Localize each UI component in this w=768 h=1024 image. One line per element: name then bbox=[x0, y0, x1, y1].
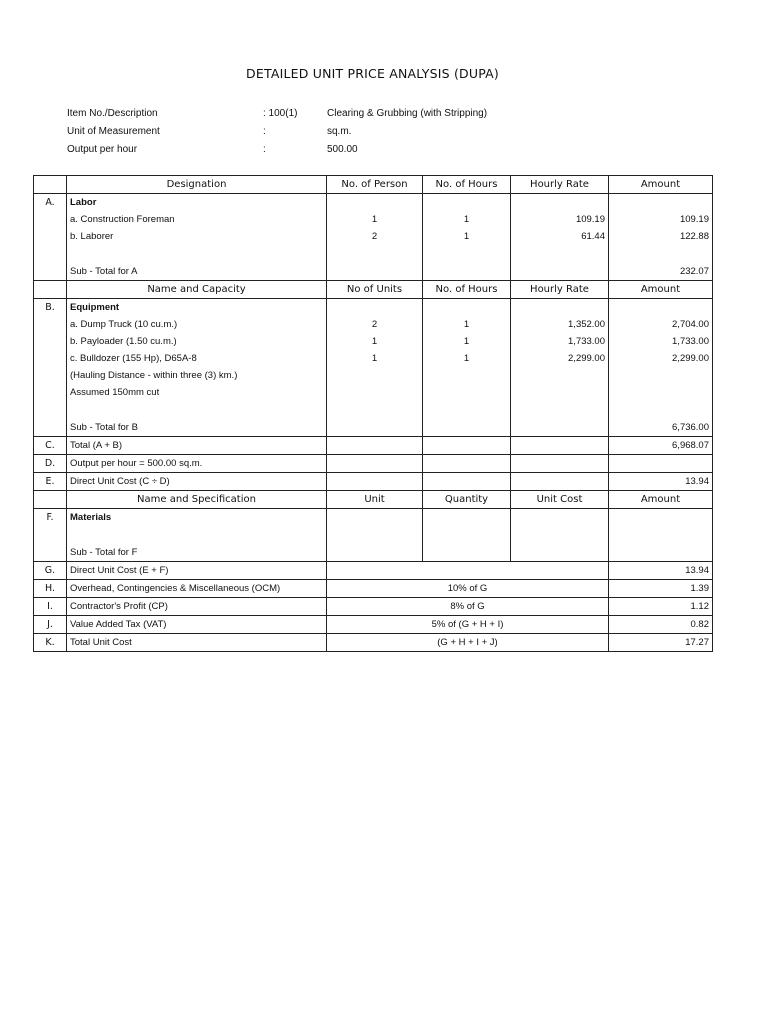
summary-row bbox=[34, 562, 713, 580]
header-amount: Amount bbox=[609, 176, 713, 194]
labor-hours: 1 bbox=[423, 211, 511, 228]
subtotal-label: Sub - Total for A bbox=[67, 263, 327, 281]
direct-cost-e-row bbox=[34, 473, 713, 491]
summary-basis: 5% of (G + H + I) bbox=[327, 616, 609, 634]
equipment-header-row bbox=[34, 281, 713, 299]
item-label: Item No./Description bbox=[67, 108, 158, 119]
labor-rate: 109.19 bbox=[511, 211, 609, 228]
equipment-name: c. Bulldozer (155 Hp), D65A-8 bbox=[67, 350, 327, 367]
header-no-of-hours: No. of Hours bbox=[423, 281, 511, 299]
summary-row bbox=[34, 616, 713, 634]
equipment-qty: 1 bbox=[327, 333, 423, 350]
summary-row bbox=[34, 634, 713, 652]
labor-name: b. Laborer bbox=[67, 228, 327, 245]
summary-row bbox=[34, 598, 713, 616]
section-title: Equipment bbox=[67, 299, 327, 317]
output-separator: : bbox=[263, 144, 266, 155]
labor-rate: 61.44 bbox=[511, 228, 609, 245]
header-hourly-rate: Hourly Rate bbox=[511, 281, 609, 299]
equipment-amount: 1,733.00 bbox=[609, 333, 713, 350]
header-designation: Designation bbox=[67, 176, 327, 194]
row-letter: H. bbox=[34, 580, 67, 598]
output-d-label: Output per hour = 500.00 sq.m. bbox=[67, 455, 327, 473]
total-c-row bbox=[34, 437, 713, 455]
header-no-of-hours: No. of Hours bbox=[423, 176, 511, 194]
total-c-amount: 6,968.07 bbox=[609, 437, 713, 455]
equipment-qty: 2 bbox=[327, 316, 423, 333]
direct-cost-e-label: Direct Unit Cost (C ÷ D) bbox=[67, 473, 327, 491]
header-amount: Amount bbox=[609, 281, 713, 299]
row-letter: D. bbox=[34, 455, 67, 473]
unit-label: Unit of Measurement bbox=[67, 126, 160, 137]
equipment-hours: 1 bbox=[423, 316, 511, 333]
table-row bbox=[34, 316, 713, 333]
table-row bbox=[34, 333, 713, 350]
labor-subtotal-row bbox=[34, 263, 713, 281]
header-hourly-rate: Hourly Rate bbox=[511, 176, 609, 194]
output-d-row bbox=[34, 455, 713, 473]
summary-label: Direct Unit Cost (E + F) bbox=[67, 562, 327, 580]
equipment-name: b. Payloader (1.50 cu.m.) bbox=[67, 333, 327, 350]
equipment-note-row bbox=[34, 384, 713, 401]
labor-title-row bbox=[34, 194, 713, 212]
equipment-hours: 1 bbox=[423, 333, 511, 350]
equipment-name: a. Dump Truck (10 cu.m.) bbox=[67, 316, 327, 333]
section-letter: B. bbox=[34, 299, 67, 317]
equipment-rate: 1,352.00 bbox=[511, 316, 609, 333]
summary-row bbox=[34, 580, 713, 598]
summary-basis: 10% of G bbox=[327, 580, 609, 598]
subtotal-amount: 232.07 bbox=[609, 263, 713, 281]
summary-label: Total Unit Cost bbox=[67, 634, 327, 652]
summary-amount: 0.82 bbox=[609, 616, 713, 634]
item-description: Clearing & Grubbing (with Stripping) bbox=[327, 108, 488, 119]
header-unit-cost: Unit Cost bbox=[511, 491, 609, 509]
summary-amount: 17.27 bbox=[609, 634, 713, 652]
header-quantity: Quantity bbox=[423, 491, 511, 509]
unit-row bbox=[67, 123, 567, 141]
equipment-amount: 2,704.00 bbox=[609, 316, 713, 333]
equipment-subtotal-row bbox=[34, 419, 713, 437]
header-name-capacity: Name and Capacity bbox=[67, 281, 327, 299]
labor-hours: 1 bbox=[423, 228, 511, 245]
equipment-note-row bbox=[34, 367, 713, 384]
summary-amount: 1.12 bbox=[609, 598, 713, 616]
labor-header-row bbox=[34, 176, 713, 194]
output-value: 500.00 bbox=[327, 144, 358, 155]
output-row bbox=[67, 141, 567, 159]
table-row bbox=[34, 211, 713, 228]
table-row bbox=[34, 228, 713, 245]
summary-label: Value Added Tax (VAT) bbox=[67, 616, 327, 634]
unit-value: sq.m. bbox=[327, 126, 352, 137]
materials-header-row bbox=[34, 491, 713, 509]
header-no-of-units: No of Units bbox=[327, 281, 423, 299]
summary-basis: 8% of G bbox=[327, 598, 609, 616]
subtotal-amount: 6,736.00 bbox=[609, 419, 713, 437]
labor-amount: 122.88 bbox=[609, 228, 713, 245]
row-letter: G. bbox=[34, 562, 67, 580]
labor-amount: 109.19 bbox=[609, 211, 713, 228]
summary-amount: 13.94 bbox=[609, 562, 713, 580]
row-letter: J. bbox=[34, 616, 67, 634]
materials-title-row bbox=[34, 509, 713, 527]
table-row bbox=[34, 350, 713, 367]
item-row bbox=[67, 105, 567, 123]
labor-name: a. Construction Foreman bbox=[67, 211, 327, 228]
row-letter: I. bbox=[34, 598, 67, 616]
summary-amount: 1.39 bbox=[609, 580, 713, 598]
equipment-amount: 2,299.00 bbox=[609, 350, 713, 367]
equipment-rate: 1,733.00 bbox=[511, 333, 609, 350]
header-name-specification: Name and Specification bbox=[67, 491, 327, 509]
equipment-rate: 2,299.00 bbox=[511, 350, 609, 367]
dupa-table bbox=[33, 175, 713, 652]
hauling-note: (Hauling Distance - within three (3) km.) bbox=[67, 367, 327, 384]
materials-subtotal-row bbox=[34, 544, 713, 562]
cut-note: Assumed 150mm cut bbox=[67, 384, 327, 401]
summary-label: Overhead, Contingencies & Miscellaneous (OCM) bbox=[67, 580, 327, 598]
subtotal-label: Sub - Total for B bbox=[67, 419, 327, 437]
section-title: Labor bbox=[67, 194, 327, 212]
equipment-qty: 1 bbox=[327, 350, 423, 367]
page-title: DETAILED UNIT PRICE ANALYSIS (DUPA) bbox=[246, 66, 499, 81]
section-letter: F. bbox=[34, 509, 67, 527]
unit-separator: : bbox=[263, 126, 266, 137]
row-letter: K. bbox=[34, 634, 67, 652]
row-letter: C. bbox=[34, 437, 67, 455]
section-letter: A. bbox=[34, 194, 67, 212]
output-label: Output per hour bbox=[67, 144, 138, 155]
summary-basis: (G + H + I + J) bbox=[327, 634, 609, 652]
summary-basis bbox=[327, 562, 609, 580]
row-letter: E. bbox=[34, 473, 67, 491]
header-amount: Amount bbox=[609, 491, 713, 509]
labor-qty: 1 bbox=[327, 211, 423, 228]
section-title: Materials bbox=[67, 509, 327, 527]
equipment-hours: 1 bbox=[423, 350, 511, 367]
labor-qty: 2 bbox=[327, 228, 423, 245]
header-no-of-person: No. of Person bbox=[327, 176, 423, 194]
subtotal-label: Sub - Total for F bbox=[67, 544, 327, 562]
direct-cost-e-amount: 13.94 bbox=[609, 473, 713, 491]
item-number: : 100(1) bbox=[263, 108, 298, 119]
equipment-title-row bbox=[34, 299, 713, 317]
summary-label: Contractor's Profit (CP) bbox=[67, 598, 327, 616]
header-blank bbox=[34, 176, 67, 194]
item-info bbox=[67, 105, 567, 159]
total-c-label: Total (A + B) bbox=[67, 437, 327, 455]
header-unit: Unit bbox=[327, 491, 423, 509]
